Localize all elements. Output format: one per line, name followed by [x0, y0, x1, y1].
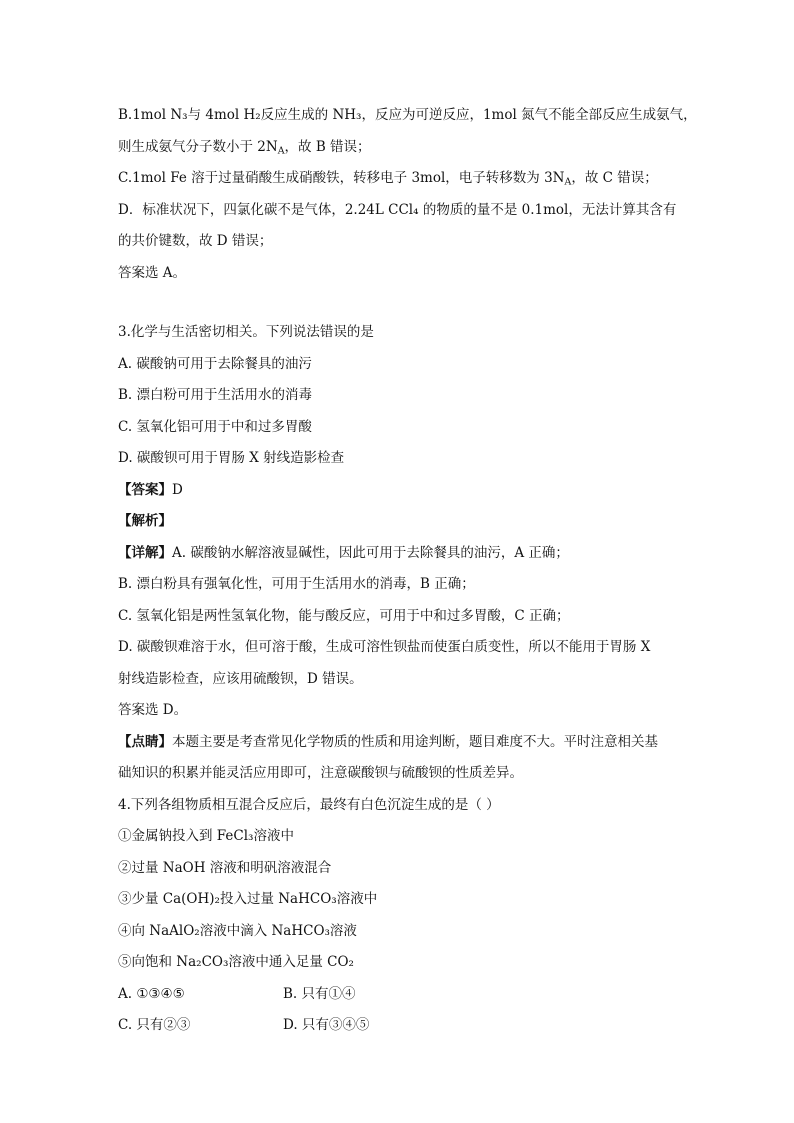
q3-option-b: B. 漂白粉可用于生活用水的消毒: [118, 387, 313, 403]
tip-label: 【点睛】: [118, 733, 172, 750]
q3-detail-b: B. 漂白粉具有强氧化性，可用于生活用水的消毒，B 正确；: [118, 576, 475, 592]
subscript: A: [277, 144, 285, 156]
q4-item-2: ②过量 NaOH 溶液和明矾溶液混合: [118, 859, 332, 876]
q4-options-row2: [118, 1010, 683, 1042]
prev-option-c-text: C.1mol Fe 溶于过量硝酸生成硝酸铁，转移电子 3mol，电子转移数为 3N: [118, 170, 565, 186]
spacer: [118, 289, 683, 317]
q4-option-a: A. ①③④⑤: [118, 985, 185, 1002]
page-content: [118, 100, 697, 1042]
q3-detail-d1: D. 碳酸钡难溶于水，但可溶于酸，生成可溶性钡盐而使蛋白质变性，所以不能用于胃肠 X: [118, 639, 651, 655]
q3-stem: 3.化学与生活密切相关。下列说法错误的是: [118, 324, 374, 340]
q4-option-c: C. 只有②③: [118, 1017, 191, 1033]
q4-option-d: D. 只有③④⑤: [283, 1017, 370, 1033]
q4-item-3: ③少量 Ca(OH)₂投入过量 NaHCO₃溶液中: [118, 891, 378, 907]
q4-option-b: B. 只有①④: [283, 985, 356, 1002]
prev-option-b-tail: ，故 B 错误；: [284, 138, 371, 155]
q3-tip-line2: 础知识的积累并能灵活应用即可，注意碳酸钡与硫酸钡的性质差异。: [118, 765, 523, 781]
prev-option-b-line2: [118, 132, 683, 164]
q3-option-c: C. 氢氧化铝可用于中和过多胃酸: [118, 418, 312, 435]
q4-options-row1: [118, 979, 683, 1011]
q4-item-5: ⑤向饱和 Na₂CO₃溶液中通入足量 CO₂: [118, 954, 354, 970]
answer-label: 【答案】: [118, 481, 172, 498]
q4-stem: 4.下列各组物质相互混合反应后，最终有白色沉淀生成的是（ ）: [118, 796, 500, 813]
q3-option-a: A. 碳酸钠可用于去除餐具的油污: [118, 355, 312, 372]
q3-detail-c: C. 氢氧化铝是两性氢氧化物，能与酸反应，可用于中和过多胃酸，C 正确；: [118, 607, 570, 624]
prev-option-b-line1: B.1mol N₃与 4mol H₂反应生成的 NH₃，反应为可逆反应，1mol 氮气不能全部反应生成氨气，: [118, 107, 697, 123]
q3-detail-d2: 射线造影检查，应该用硫酸钡，D 错误。: [118, 670, 363, 687]
q3-tip-line1: [118, 727, 683, 759]
subscript: A: [564, 176, 572, 188]
q3-answer: [118, 475, 683, 507]
prev-option-d-line2: 的共价键数，故 D 错误；: [118, 233, 273, 249]
prev-option-c-line: [118, 163, 683, 195]
q4-item-4: ④向 NaAlO₂溶液中滴入 NaHCO₃溶液: [118, 922, 357, 939]
detail-a-text: A. 碳酸钠水解溶液显碱性，因此可用于去除餐具的油污，A 正确；: [172, 544, 569, 561]
tip-text: 本题主要是考查常见化学物质的性质和用途判断，题目难度不大。平时注意相关基: [172, 733, 658, 750]
q4-item-1: ①金属钠投入到 FeCl₃溶液中: [118, 828, 294, 844]
q3-detail-a: [118, 538, 683, 570]
prev-option-d-line1: D．标准状况下，四氯化碳不是气体，2.24L CCl₄ 的物质的量不是 0.1mol，无法计算其含有: [118, 201, 677, 218]
prev-option-b-text: 则生成氨气分子数小于 2N: [118, 138, 278, 155]
detail-label: 【详解】: [118, 544, 172, 561]
prev-option-c-tail: ，故 C 错误；: [571, 170, 658, 186]
q3-analysis-label: 【解析】: [118, 513, 172, 529]
q3-final-answer: 答案选 D。: [118, 702, 188, 718]
answer-value: D: [172, 481, 183, 498]
prev-final-answer: 答案选 A。: [118, 264, 187, 281]
q3-option-d: D. 碳酸钡可用于胃肠 X 射线造影检查: [118, 450, 345, 466]
